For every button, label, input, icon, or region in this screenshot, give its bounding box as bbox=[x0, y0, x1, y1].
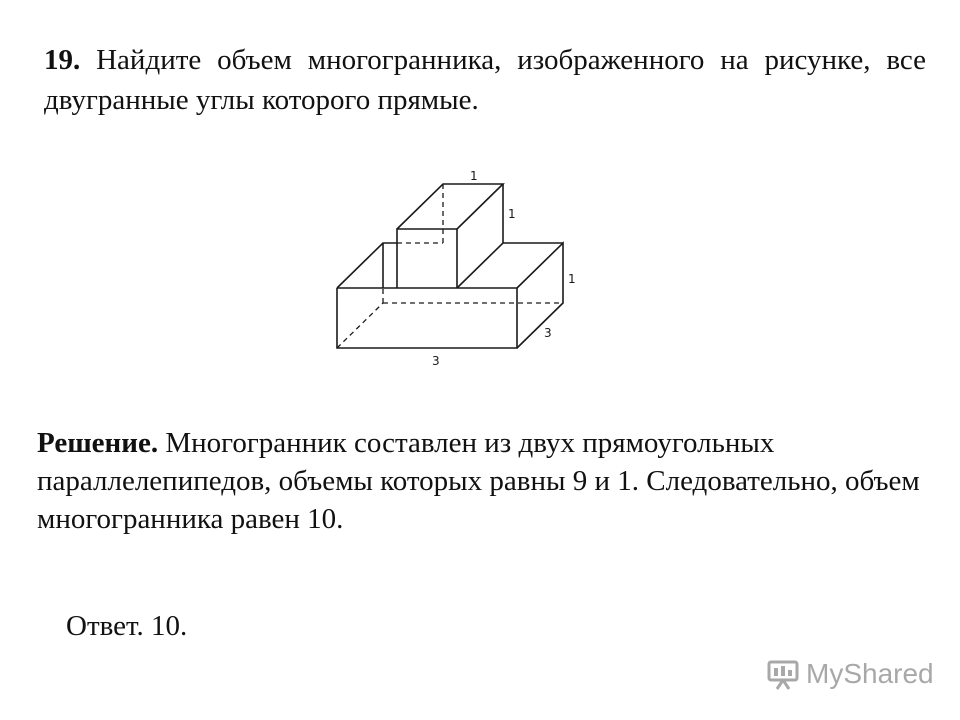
label-base-depth: 3 bbox=[544, 326, 552, 340]
solution-label: Решение. bbox=[37, 427, 159, 459]
presentation-board-icon bbox=[766, 657, 800, 691]
polyhedron-drawing bbox=[320, 160, 580, 375]
label-top-height: 1 bbox=[508, 207, 516, 221]
dimension-labels bbox=[432, 169, 576, 368]
label-base-width: 3 bbox=[432, 354, 440, 368]
base-top-left-edge bbox=[337, 243, 397, 288]
myshared-watermark bbox=[766, 654, 934, 694]
problem-statement bbox=[44, 40, 926, 120]
hidden-back-left-bottom bbox=[337, 303, 383, 348]
hidden-edges bbox=[337, 184, 563, 348]
base-top-right-edge bbox=[457, 243, 563, 288]
solution-block bbox=[37, 424, 927, 538]
answer-line: Ответ. 10. bbox=[66, 610, 188, 642]
watermark-text: MyShared bbox=[806, 658, 934, 689]
problem-number: 19. bbox=[44, 44, 81, 76]
label-top-width: 1 bbox=[470, 169, 478, 183]
top-block-top-face bbox=[397, 184, 503, 229]
base-front-face bbox=[337, 288, 517, 348]
solution-text: Многогранник составлен из двух прямоугольных параллелепипедов, объемы которых равны 9 и 1. Следовательно, объем многогранника равен 10. bbox=[37, 427, 920, 535]
visible-edges bbox=[337, 184, 563, 348]
label-base-height: 1 bbox=[568, 272, 576, 286]
top-block-front-face bbox=[397, 229, 457, 288]
problem-text: Найдите объем многогранника, изображенного на рисунке, все двугранные углы которого прямые. bbox=[44, 44, 926, 116]
base-right-face bbox=[517, 243, 563, 348]
polyhedron-figure bbox=[320, 160, 580, 375]
